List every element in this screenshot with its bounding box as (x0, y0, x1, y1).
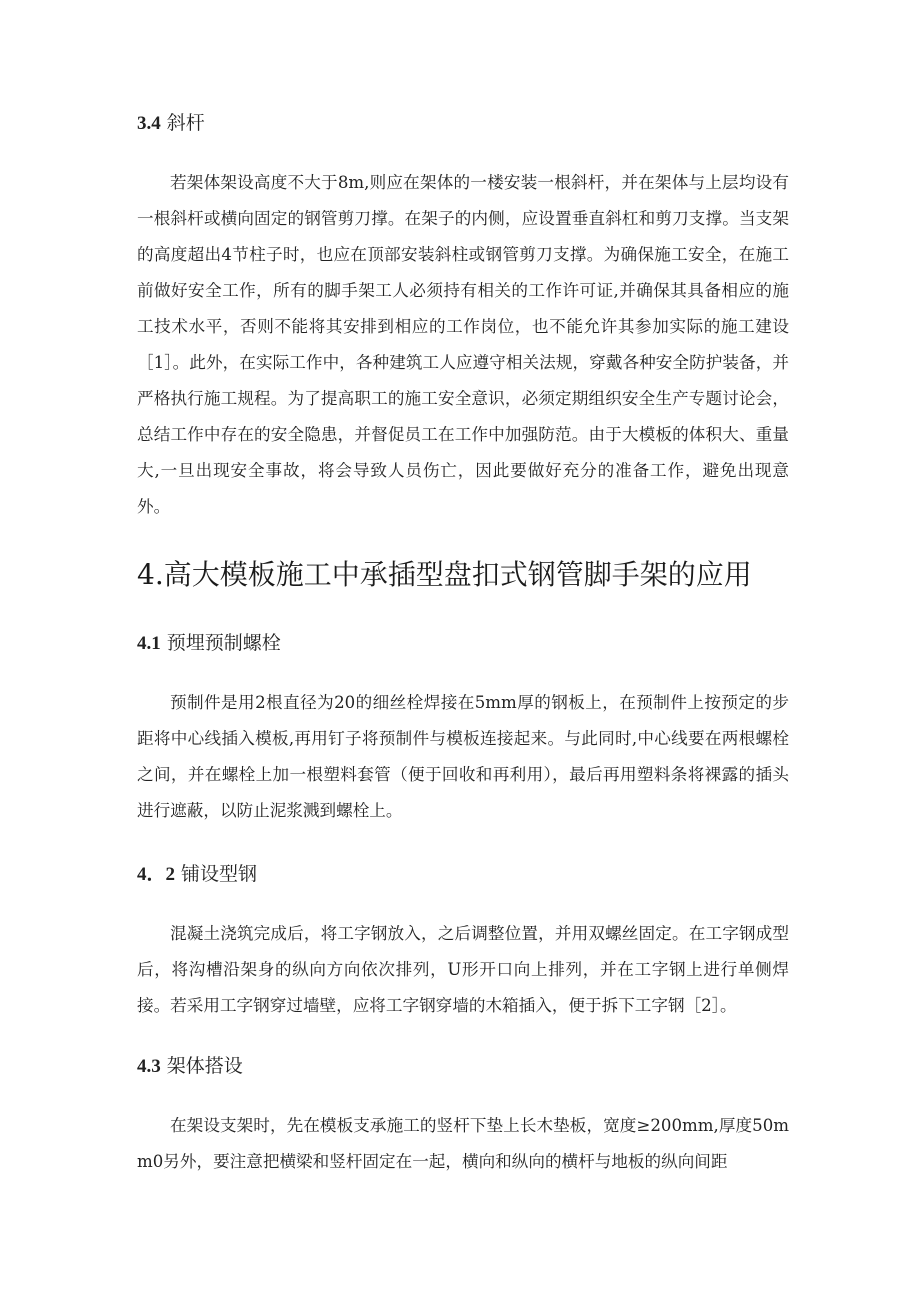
section-title: 架体搭设 (166, 1055, 243, 1077)
section-number: 4．2 (137, 864, 176, 885)
section-4-3-paragraph: 在架设支架时，先在模板支承施工的竖杆下垫上长木垫板，宽度≥200mm,厚度50mm0另外，要注意把横梁和竖杆固定在一起，横向和纵向的横杆与地板的纵向间距 (137, 1116, 789, 1171)
section-title: 预埋预制螺栓 (166, 632, 281, 654)
section-3-4-heading (137, 108, 797, 138)
section-number: 4.1 (137, 633, 161, 654)
section-4-1-heading (137, 628, 797, 658)
section-3-4-paragraph: 若架体架设高度不大于8m,则应在架体的一楼安装一根斜杆，并在架体与上层均设有一根斜杆或横向固定的钢管剪刀撑。在架子的内侧，应设置垂直斜杠和剪刀支撑。当支架的高度超出4节柱子时，也应在顶部安装斜柱或钢管剪刀支撑。为确保施工安全，在施工前做好安全工作，所有的脚手架工人必须持有相关的工作许可证,并确保其具备相应的施工技术水平，否则不能将其安排到相应的工作岗位，也不能允许其参加实际的施工建设［1］。此外，在实际工作中，各种建筑工人应遵守相关法规，穿戴各种安全防护装备，并严格执行施工规程。为了提高职工的施工安全意识，必须定期组织安全生产专题讨论会，总结工作中存在的安全隐患，并督促员工在工作中加强防范。由于大模板的体积大、重量大,一旦出现安全事故，将会导致人员伤亡，因此要做好充分的准备工作，避免出现意外。 (137, 173, 789, 516)
section-4-1-paragraph: 预制件是用2根直径为20的细丝栓焊接在5mm厚的钢板上，在预制件上按预定的步距将中心线插入模板,再用钉子将预制件与模板连接起来。与此同时,中心线要在两根螺栓之间，并在螺栓上加一根塑料套管（便于回收和再利用），最后再用塑料条将裸露的插头进行遮蔽，以防止泥浆溅到螺栓上。 (137, 693, 789, 820)
section-4-2-heading (137, 859, 797, 889)
section-title: 铺设型钢 (181, 863, 258, 885)
section-number: 3.4 (137, 113, 161, 134)
section-number: 4.3 (137, 1056, 161, 1077)
section-4-2-paragraph: 混凝土浇筑完成后，将工字钢放入，之后调整位置，并用双螺丝固定。在工字钢成型后，将沟槽沿架身的纵向方向依次排列，U形开口向上排列，并在工字钢上进行单侧焊接。若采用工字钢穿过墙壁，应将工字钢穿墙的木箱插入，便于拆下工字钢［2］。 (137, 924, 789, 1015)
section-4-3-heading (137, 1051, 797, 1081)
chapter-4-heading: 4.高大模板施工中承插型盘扣式钢管脚手架的应用 (137, 558, 752, 591)
section-title: 斜杆 (166, 112, 205, 134)
